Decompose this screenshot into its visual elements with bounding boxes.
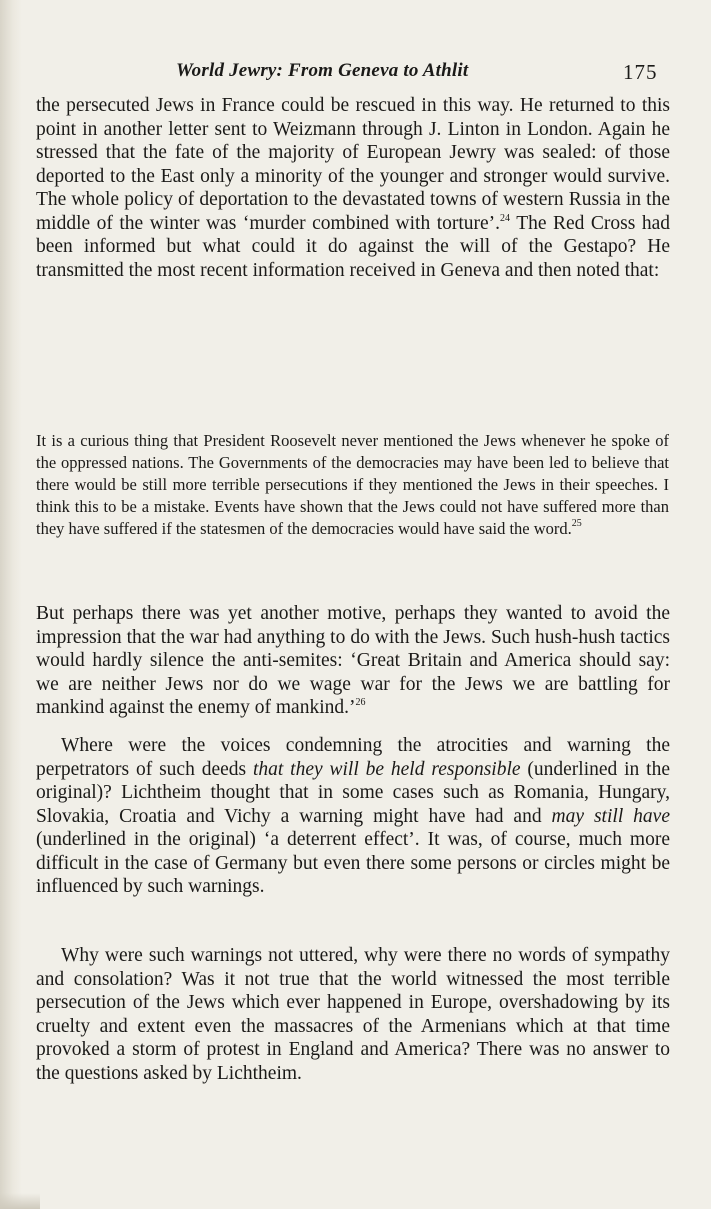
body-paragraph-3 (36, 734, 670, 899)
footnote-ref-26: 26 (355, 697, 366, 708)
page-number: 175 (623, 60, 658, 84)
page-edge-shadow (0, 0, 22, 1209)
paragraph-3-text-c: (underlined in the original) ‘a deterrent effect’. It was, of course, much more difficult in the case of Germany but even there some persons or circles might be influenced by such warnings. (36, 829, 670, 897)
paragraph-3-text-b: (underlined in the original)? Lichtheim thought that in some cases such as Romania, Hungary, Slovakia, Croatia and Vichy a warning might have had and (36, 758, 670, 827)
footnote-ref-25: 25 (571, 518, 582, 529)
footnote-ref-24: 24 (500, 212, 511, 224)
paragraph-2-text: But perhaps there was yet another motive, perhaps they wanted to avoid the impression that the war had anything to do with the Jews. Such hush-hush tactics would hardly silence the anti-semites: ‘Great Britain and America should say: we are neither Jews nor do we wage war for the Jews we are battling for mankind against the enemy of mankind.’ (36, 603, 670, 718)
paragraph-3-italic-b: may still have (551, 805, 670, 827)
body-paragraph-1 (36, 94, 670, 282)
paragraph-3-text-a: Where were the voices condemning the atrocities and warning the perpetrators of such deeds (36, 735, 670, 780)
block-quote (36, 430, 669, 540)
paragraph-3-italic-a: that they will be held responsible (252, 758, 521, 780)
body-paragraph-2 (36, 602, 670, 720)
body-paragraph-4 (36, 944, 670, 1085)
paragraph-1-text-a: the persecuted Jews in France could be rescued in this way. He returned to this point in another letter sent to Weizmann through J. Linton in London. Again he stressed that the fate of the majority of European Jewry was sealed: of those deported to the East only a minority of the younger and stronger would survive. The whole policy of deportation to the devastated towns of western Russia in the middle of the winter was ‘murder combined with torture’. (36, 95, 670, 234)
block-quote-text: It is a curious thing that President Roosevelt never mentioned the Jews whenever he spoke of the oppressed nations. The Governments of the democracies may have been led to believe that there would be still more terrible persecutions if they mentioned the Jews in their speeches. I think this to be a mistake. Events have shown that the Jews could not have suffered more than they have suffered if the statesmen of the democracies would have said the word. (36, 431, 669, 538)
page-corner-shadow (0, 1193, 40, 1209)
paragraph-1-text-b: The Red Cross had been informed but what could it do against the will of the Gestapo? He transmitted the most recent information received in Geneva and then noted that: (36, 212, 670, 281)
paragraph-4-text: Why were such warnings not uttered, why were there no words of sympathy and consolation? Was it not true that the world witnessed the most terrible persecution of the Jews which ever happened in Europe, overshadowing by its cruelty and extent even the massacres of the Armenians which at that time provoked a storm of protest in England and America? There was no answer to the questions asked by Lichtheim. (36, 945, 670, 1084)
running-head-title: World Jewry: From Geneva to Athlit (176, 60, 469, 81)
